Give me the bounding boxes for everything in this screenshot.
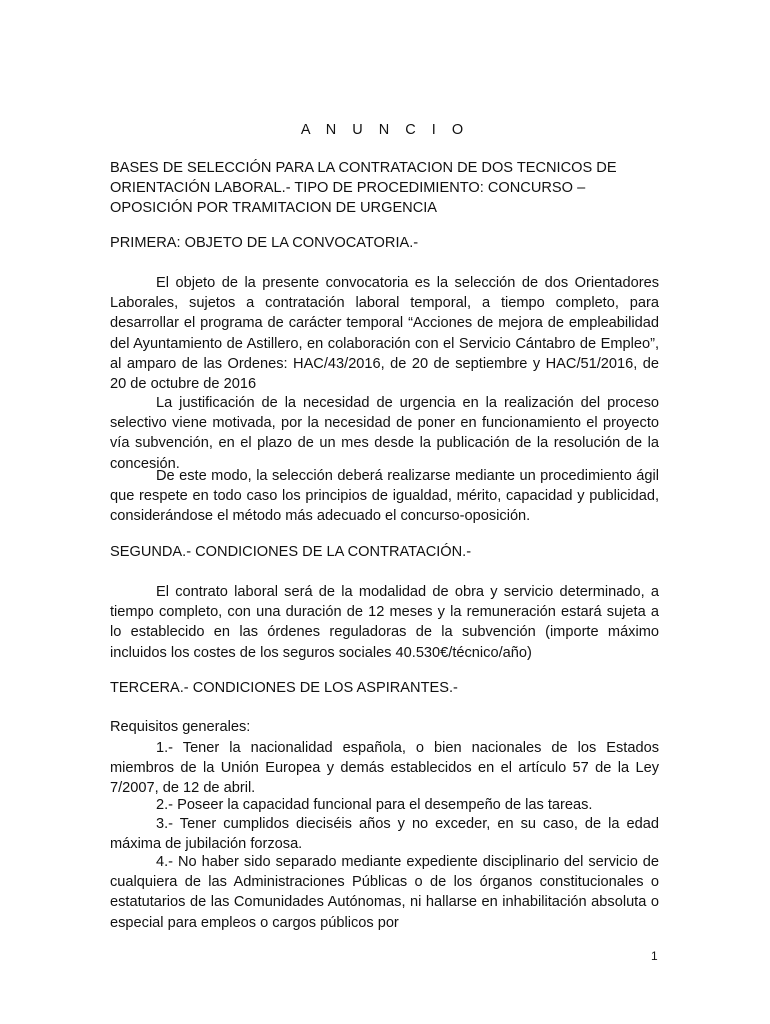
paragraph-objeto: El objeto de la presente convocatoria es la selección de dos Orientadores Laborales, sujetos a contratación laboral temporal, a tiempo completo, para desarrollar el programa de carácter temporal “Acciones de mejora de empleabilidad del Ayuntamiento de Astillero, en colaboración con el Servicio Cántabro de Empleo”, al amparo de las Ordenes: HAC/43/2016, de 20 de septiembre y HAC/51/2016, de 20 de octubre de 2016 [110,275,659,393]
requirement-item-4: 4.- No haber sido separado mediante expediente disciplinario del servicio de cualquiera de las Administraciones Públicas o de los órganos constitucionales o estatutarios de las Comunidades Autónomas, ni hallarse en inhabilitación absoluta o especial para empleos o cargos públicos por [110,854,659,931]
requirement-item-3: 3.- Tener cumplidos dieciséis años y no exceder, en su caso, de la edad máxima de jubilación forzosa. [110,816,659,853]
page-number: 1 [651,949,658,963]
requirement-item-1: 1.- Tener la nacionalidad española, o bien nacionales de los Estados miembros de la Unión Europea y demás establecidos en el artículo 57 de la Ley 7/2007, de 12 de abril. [110,740,659,797]
intro-heading: BASES DE SELECCIÓN PARA LA CONTRATACION DE DOS TECNICOS DE ORIENTACIÓN LABORAL.- TIPO DE PROCEDIMIENTO: CONCURSO – OPOSICIÓN POR TRAMITACION DE URGENCIA [110,160,617,217]
document-title: A N U N C I O [300,122,470,138]
paragraph-contrato: El contrato laboral será de la modalidad de obra y servicio determinado, a tiempo completo, con una duración de 12 meses y la remuneración estará sujeta a lo establecido en las órdenes reguladoras de la subvención (importe máximo incluidos los costes de los seguros sociales 40.530€/técnico/año) [110,584,659,661]
section-heading-tercera: TERCERA.- CONDICIONES DE LOS ASPIRANTES.- [110,680,458,696]
requirement-item-2: 2.- Poseer la capacidad funcional para el desempeño de las tareas. [156,797,593,813]
requirements-subheading: Requisitos generales: [110,719,251,735]
paragraph-justificacion: La justificación de la necesidad de urgencia en la realización del proceso selectivo viene motivada, por la necesidad de poner en funcionamiento el proyecto vía subvención, en el plazo de un mes desde la publicación de la resolución de la concesión. [110,395,659,472]
paragraph-seleccion: De este modo, la selección deberá realizarse mediante un procedimiento ágil que respete en todo caso los principios de igualdad, mérito, capacidad y publicidad, considerándose el método más adecuado el concurso-oposición. [110,468,659,525]
section-heading-primera: PRIMERA: OBJETO DE LA CONVOCATORIA.- [110,235,419,251]
section-heading-segunda: SEGUNDA.- CONDICIONES DE LA CONTRATACIÓN.- [110,544,472,560]
